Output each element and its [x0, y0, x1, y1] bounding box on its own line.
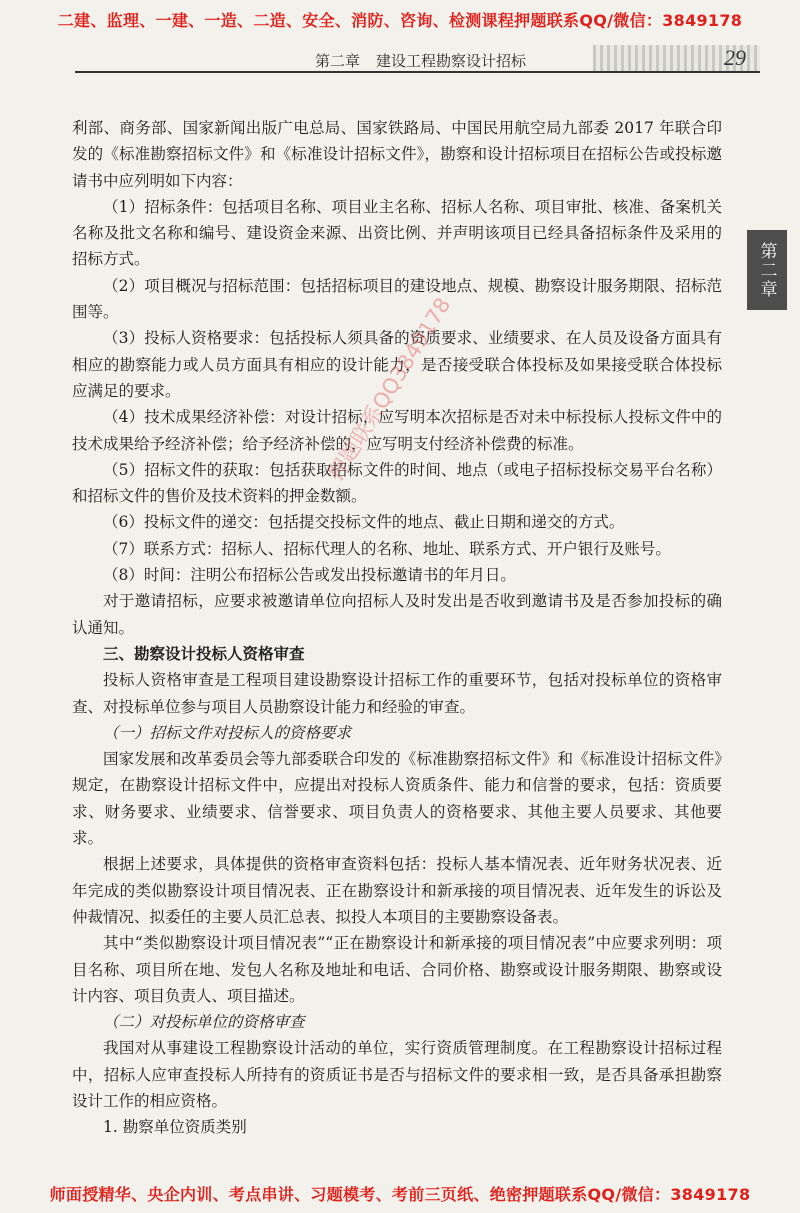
subsection-heading-2: （二）对投标单位的资格审查 — [103, 1013, 305, 1032]
page-body — [72, 115, 722, 1141]
list-item-1: （1）招标条件：包括项目名称、项目业主名称、招标人名称、项目审批、核准、备案机关名称及批文名称和编号、建设资金来源、出资比例、并声明该项目已经具备招标条件及采用的招标方式。 — [72, 197, 722, 269]
paragraph-nine-ministries: 国家发展和改革委员会等九部委联合印发的《标准勘察招标文件》和《标准设计招标文件》规定，在勘察设计招标文件中，应提出对投标人资质条件、能力和信誉的要求，包括：资质要求、财务要求、业绩要求、信誉要求、项目负责人的资格要求、其他主要人员要求、其他要求。 — [72, 750, 722, 848]
paragraph-materials: 根据上述要求，具体提供的资格审查资料包括：投标人基本情况表、近年财务状况表、近年完成的类似勘察设计项目情况表、正在勘察设计和新承接的项目情况表、近年发生的诉讼及仲裁情况、拟委任的主要人员汇总表、拟投人本项目的主要勘察设备表。 — [72, 855, 722, 926]
list-item-4: （4）技术成果经济补偿：对设计招标，应写明本次招标是否对未中标投标人投标文件中的技术成果给予经济补偿；给予经济补偿的，应写明支付经济补偿费的标准。 — [72, 408, 722, 453]
chapter-label: 第二章 — [315, 52, 361, 70]
section-heading: 三、勘察设计投标人资格审查 — [103, 644, 305, 663]
page-number: 29 — [724, 45, 746, 70]
list-item-5: （5）招标文件的获取：包括获取招标文件的时间、地点（或电子招标投标交易平台名称）和招标文件的售价及技术资料的押金数额。 — [72, 460, 722, 506]
list-item-6: （6）投标文件的递交：包括提交投标文件的地点、截止日期和递交的方式。 — [103, 513, 625, 532]
chapter-side-tab: 第二章 — [747, 230, 787, 310]
paragraph-invite: 对于邀请招标，应要求被邀请单位向招标人及时发出是否收到邀请书及是否参加投标的确认通知。 — [72, 592, 722, 637]
paragraph-tables: 其中“类似勘察设计项目情况表”“正在勘察设计和新承接的项目情况表”中应要求列明：项目名称、项目所在地、发包人名称及地址和电话、合同价格、勘察或设计服务期限、勘察或设计内容、项目负责人、项目描述。 — [72, 934, 722, 1005]
list-item-2: （2）项目概况与招标范围：包括招标项目的建设地点、规模、勘察设计服务期限、招标范围等。 — [72, 276, 722, 322]
numbered-heading-1: 1. 勘察单位资质类别 — [103, 1118, 247, 1137]
list-item-8: （8）时间：注明公布招标公告或发出投标邀请书的年月日。 — [103, 566, 516, 585]
paragraph-review: 投标人资格审查是工程项目建设勘察设计招标工作的重要环节，包括对投标单位的资格审查、对投标单位参与项目人员勘察设计能力和经验的审查。 — [72, 671, 722, 716]
chapter-title: 建设工程勘察设计招标 — [376, 52, 527, 70]
header-rule — [75, 71, 760, 73]
promo-banner-bottom: 师面授精华、央企内训、考点串讲、习题模考、考前三页纸、绝密押题联系QQ/微信：3849178 — [49, 1185, 751, 1204]
watermark: 押题联系QQ3849178 — [323, 293, 456, 485]
list-item-7: （7）联系方式：招标人、招标代理人的名称、地址、联系方式、开户银行及账号。 — [103, 539, 671, 558]
paragraph-certificate: 我国对从事建设工程勘察设计活动的单位，实行资质管理制度。在工程勘察设计招标过程中，招标人应审查投标人所持有的资质证书是否与招标文件的要求相一致，是否具备承担勘察设计工作的相应资格。 — [72, 1039, 722, 1110]
subsection-heading-1: （一）招标文件对投标人的资格要求 — [103, 723, 352, 742]
paragraph-intro: 利部、商务部、国家新闻出版广电总局、国家铁路局、中国民用航空局九部委 2017 年联合印发的《标准勘察招标文件》和《标准设计招标文件》，勘察和设计招标项目在招标公告或投标邀请书中应列明如下内容： — [72, 119, 722, 190]
list-item-3: （3）投标人资格要求：包括投标人须具备的资质要求、业绩要求、在人员及设备方面具有相应的勘察能力或人员方面具有相应的设计能力，是否接受联合体投标及如果接受联合体投标应满足的要求。 — [72, 329, 722, 400]
page-header — [75, 45, 760, 73]
promo-banner-top: 二建、监理、一建、一造、二造、安全、消防、咨询、检测课程押题联系QQ/微信：3849178 — [57, 11, 743, 30]
running-title — [315, 50, 526, 71]
